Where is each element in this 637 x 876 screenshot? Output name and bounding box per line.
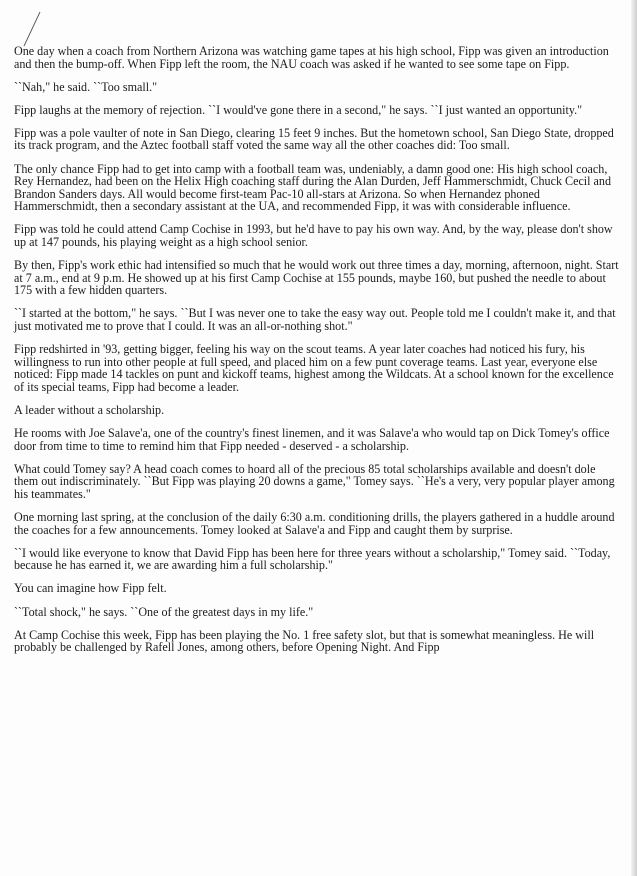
paragraph: ``I started at the bottom," he says. ``But I was never one to take the easy way out. People told me I couldn't make it, and that just motivated me to prove that I could. It was an all-or-nothing shot." — [14, 306, 616, 333]
paragraph: A leader without a scholarship. — [14, 402, 165, 417]
paragraph: ``Nah," he said. ``Too small." — [14, 79, 158, 94]
paragraph: Fipp was a pole vaulter of note in San Diego, clearing 15 feet 9 inches. But the hometown school, San Diego State, dropped its track program, and the Aztec football staff voted the same way all the other coaches did: Too small. — [14, 125, 614, 153]
article-body — [14, 45, 622, 664]
paragraph: The only chance Fipp had to get into camp with a football team was, undeniably, a damn good one: His high school coach, Rey Hernandez, had been on the Helix High coaching staff during the Alan Durden, Jeff Hammerschmidt, Chuck Cecil and Brandon Sanders days. All would become first-team Pac-10 all-stars at Arizona. So when Hernandez phoned Hammerschmidt, then a secondary assistant at the UA, and recommended Fipp, it was with considerable influence. — [14, 161, 612, 214]
page-edge-shadow — [631, 0, 637, 876]
paragraph: By then, Fipp's work ethic had intensified so much that he would work out three times a day, morning, afternoon, night. Start at 7 a.m., end at 9 p.m. He showed up at his first Camp Cochise at 155 pounds, maybe 160, but pushed the needle to about 175 with a few hidden quarters. — [14, 258, 619, 298]
paragraph: Fipp redshirted in '93, getting bigger, feeling his way on the scout teams. A year later coaches had noticed his fury, his willingness to run into other people at full speed, and placed him on a few punt coverage teams. Last year, everyone else noticed: Fipp made 14 tackles on punt and kickoff teams, highest among the Wildcats. At a school known for the excellence of its special teams, Fipp had become a leader. — [14, 342, 614, 394]
paragraph: One day when a coach from Northern Arizona was watching game tapes at his high school, Fipp was given an introduction and then the bump-off. When Fipp left the room, the NAU coach was asked if he wanted to see some tape on Fipp. — [14, 44, 609, 71]
paragraph: One morning last spring, at the conclusion of the daily 6:30 a.m. conditioning drills, the players gathered in a huddle around the coaches for a few announcements. Tomey looked at Salave'a and Fipp and caught them by surprise. — [14, 510, 615, 537]
paragraph: Fipp was told he could attend Camp Cochise in 1993, but he'd have to pay his own way. And, by the way, please don't show up at 147 pounds, his playing weight as a high school senior. — [14, 222, 613, 250]
paragraph: ``I would like everyone to know that David Fipp has been here for three years without a scholarship," Tomey said. ``Today, because he has earned it, we are awarding him a full scholarship." — [14, 545, 611, 573]
paragraph: You can imagine how Fipp felt. — [14, 581, 167, 596]
paragraph: ``Total shock," he says. ``One of the greatest days in my life." — [14, 604, 314, 619]
paragraph: What could Tomey say? A head coach comes to hoard all of the precious 85 total scholarships available and doesn't dole them out indiscriminately. ``But Fipp was playing 20 downs a game," Tomey says. ``He's a very, very popular player among his teammates." — [14, 461, 615, 501]
paragraph: At Camp Cochise this week, Fipp has been playing the No. 1 free safety slot, but that is somewhat meaningless. He will probably be challenged by Rafell Jones, among others, before Opening Night. And Fipp — [14, 627, 595, 655]
paragraph: He rooms with Joe Salave'a, one of the country's finest linemen, and it was Salave'a who would tap on Dick Tomey's office door from time to time to remind him that Fipp needed - deserved - a scholarship. — [14, 426, 610, 453]
paragraph: Fipp laughs at the memory of rejection. ``I would've gone there in a second," he says. ``I just wanted an opportunity." — [14, 102, 583, 117]
